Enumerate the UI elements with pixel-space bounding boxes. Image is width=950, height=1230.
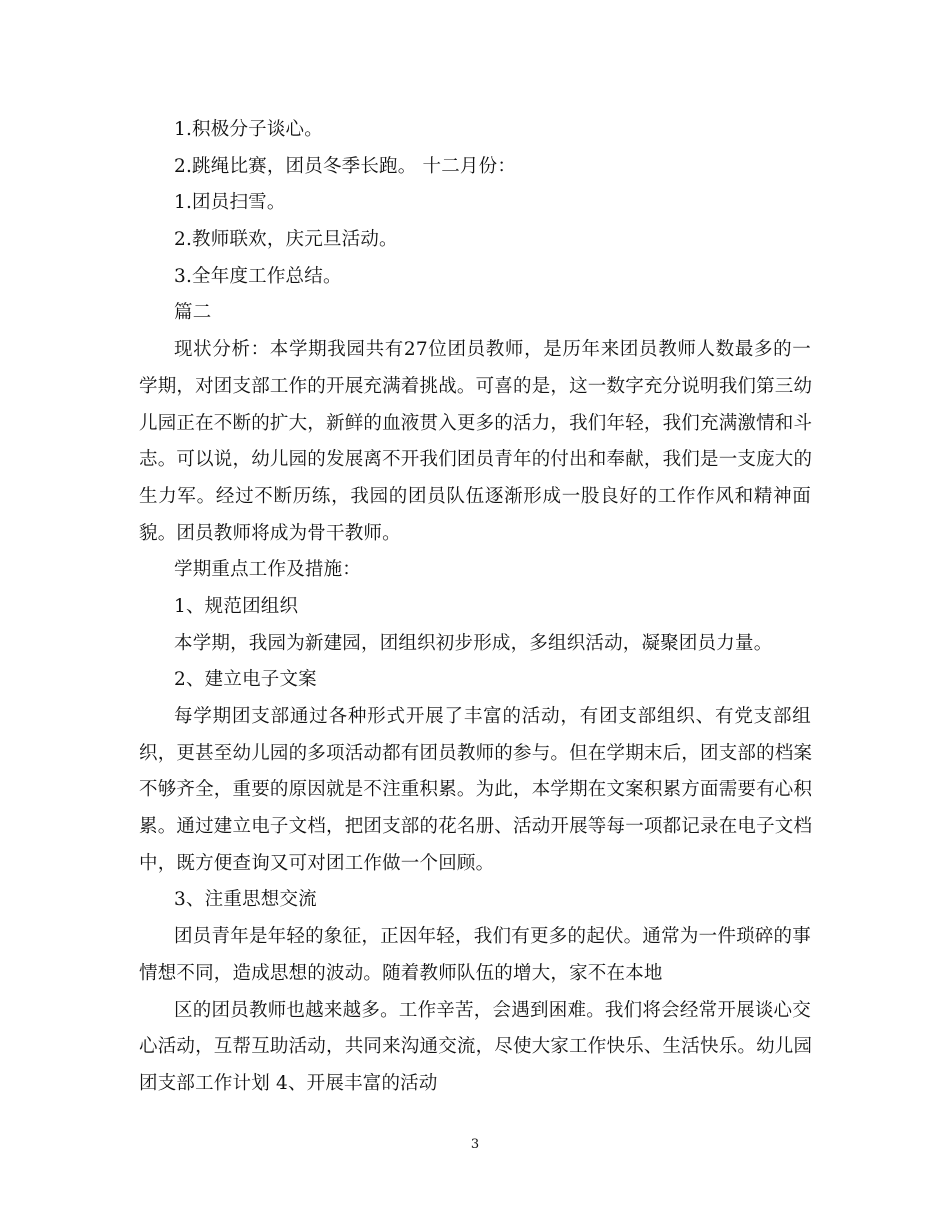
paragraph-line: 生力军。经过不断历练，我园的团员队伍逐渐形成一股良好的工作作风和精神面: [139, 485, 811, 507]
subheading: 2、建立电子文案: [174, 669, 317, 691]
paragraph-line: 现状分析：本学期我园共有27位团员教师，是历年来团员教师人数最多的一: [174, 339, 811, 361]
subheading: 3、注重思想交流: [174, 889, 317, 911]
paragraph-line: 每学期团支部通过各种形式开展了丰富的活动，有团支部组织、有党支部组: [174, 706, 811, 727]
paragraph-line: 不够齐全，重要的原因就是不注重积累。为此，本学期在文案积累方面需要有心积: [139, 779, 813, 801]
paragraph-line: 中，既方便查询又可对团工作做一个回顾。: [139, 852, 495, 874]
paragraph-line: 累。通过建立电子文档，把团支部的花名册、活动开展等每一项都记录在电子文档: [139, 816, 813, 838]
paragraph-line: 区的团员教师也越来越多。工作辛苦，会遇到困难。我们将会经常开展谈心交: [174, 999, 811, 1021]
text-line: 2.跳绳比赛，团员冬季长跑。 十二月份：: [174, 155, 517, 177]
paragraph-line: 团员青年是年轻的象征，正因年轻，我们有更多的起伏。通常为一件琐碎的事: [174, 926, 811, 948]
paragraph-line: 学期，对团支部工作的开展充满着挑战。可喜的是，这一数字充分说明我们第三幼: [139, 375, 813, 397]
text-line: 1.团员扫雪。: [174, 192, 286, 214]
paragraph-line: 团支部工作计划 4、开展丰富的活动: [139, 1072, 438, 1094]
paragraph-line: 貌。团员教师将成为骨干教师。: [139, 522, 401, 544]
paragraph-line: 儿园正在不断的扩大，新鲜的血液贯入更多的活力，我们年轻，我们充满激情和斗: [139, 412, 813, 434]
paragraph-line: 本学期，我园为新建园，团组织初步形成，多组织活动，凝聚团员力量。: [174, 632, 773, 654]
document-body: [139, 112, 811, 1103]
text-line: 1.积极分子谈心。: [174, 119, 323, 140]
text-line: 2.教师联欢，庆元旦活动。: [174, 229, 398, 251]
text-line: 3.全年度工作总结。: [174, 265, 342, 287]
section-heading: 篇二: [174, 302, 212, 324]
subheading: 学期重点工作及措施：: [174, 559, 362, 581]
paragraph-line: 心活动，互帮互助活动，共同来沟通交流，尽使大家工作快乐、生活快乐。幼儿园: [139, 1036, 813, 1058]
subheading: 1、规范团组织: [174, 595, 299, 617]
paragraph-line: 织，更甚至幼儿园的多项活动都有团员教师的参与。但在学期末后，团支部的档案: [139, 742, 813, 764]
page-number: 3: [470, 1137, 480, 1152]
paragraph-line: 志。可以说，幼儿园的发展离不开我们团员青年的付出和奉献，我们是一支庞大的: [139, 449, 813, 471]
paragraph-line: 情想不同，造成思想的波动。随着教师队伍的增大，家不在本地: [139, 962, 663, 984]
